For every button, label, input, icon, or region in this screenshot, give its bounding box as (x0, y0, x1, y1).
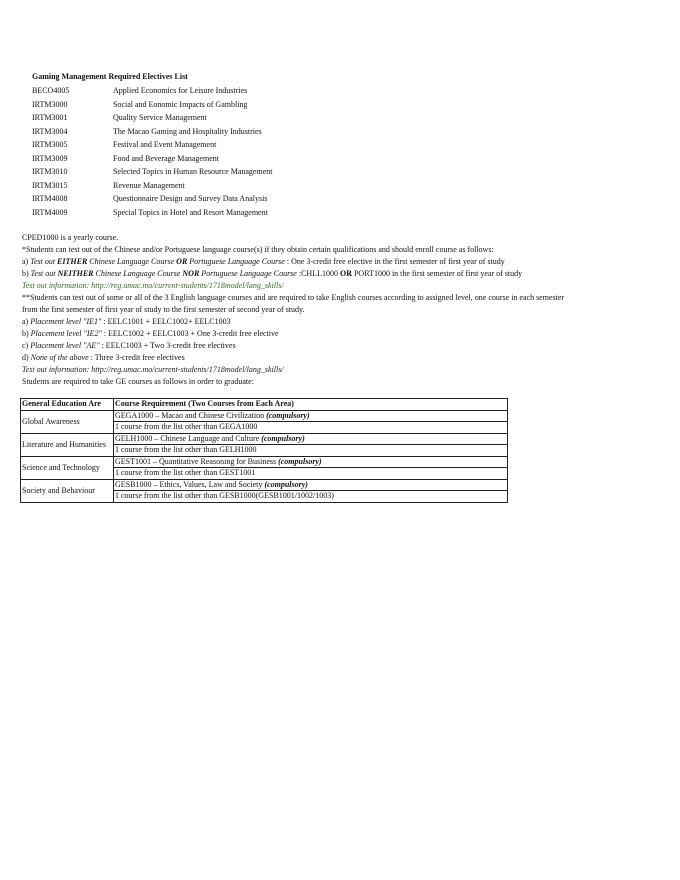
text: PORT1000 in the first semester of first year of study (351, 269, 523, 278)
table-header-row (21, 399, 508, 411)
course-name: Food and Beverage Management (113, 153, 219, 163)
course-text: GEST1001 – Quantitative Reasoning for Business (115, 456, 279, 466)
text: Test out (30, 257, 58, 266)
placement-courses: : EELC1002 + EELC1003 + One 3-credit free elective (101, 329, 279, 338)
placement-label: None of the above (30, 353, 89, 362)
course-code: IRTM3000 (32, 99, 68, 109)
elective-course-cell: 1 course from the list other than GEST1001 (114, 468, 508, 480)
emphasis: NEITHER (57, 269, 94, 278)
electives-title: Gaming Management Required Electives List (32, 72, 188, 81)
elective-course-cell: 1 course from the list other than GELH1000 (114, 445, 508, 457)
compulsory-course-cell (114, 410, 508, 422)
course-code: IRTM3009 (32, 153, 68, 163)
compulsory-tag: (compulsory) (278, 456, 322, 466)
text: Portuguese Language Course (187, 257, 285, 266)
area-cell: Society and Behaviour (21, 479, 114, 502)
table-row (21, 479, 508, 491)
placement-label: Placement level "IE2" (30, 329, 102, 338)
compulsory-course-cell (114, 456, 508, 468)
english-intro-line1: **Students can test out of some or all of the 3 English language courses and are required to take English courses according to assigned level, one course in each semester (22, 293, 565, 302)
elective-course-cell: 1 course from the list other than GESB1000(GESB1001/1002/1003) (114, 491, 508, 503)
placement-courses: : EELC1003 + Two 3-credit free electives (99, 341, 236, 350)
language-option-b (22, 268, 564, 280)
course-code: IRTM3005 (32, 140, 68, 149)
course-code: IRTM4008 (32, 194, 68, 203)
compulsory-course-cell (114, 479, 508, 491)
table-row (21, 410, 508, 422)
language-option-a (22, 256, 564, 268)
text: :CHLL1000 (296, 269, 340, 278)
prefix: d) (22, 353, 31, 362)
language-test-out-link[interactable]: Test out information: http://reg.umac.mo/current-students/1718model/lang_skills/ (22, 281, 284, 290)
area-cell: Science and Technology (21, 456, 114, 479)
header-area: General Education Are (21, 399, 114, 411)
course-name: The Macao Gaming and Hospitality Industries (113, 126, 262, 136)
course-code: IRTM3001 (32, 113, 68, 122)
course-code: BECO4005 (32, 86, 70, 95)
english-placement-option (22, 328, 564, 340)
prefix: a) (22, 257, 31, 266)
text: : One 3-credit free elective in the first semester of first year of study (284, 257, 505, 266)
compulsory-tag: (compulsory) (264, 479, 308, 489)
text: Test out (30, 269, 58, 278)
prefix: b) (22, 329, 31, 338)
emphasis: OR (176, 257, 188, 266)
course-code: IRTM3015 (32, 180, 68, 190)
table-row (21, 456, 508, 468)
course-name: Selected Topics in Human Resource Management (113, 167, 273, 176)
text: Chinese Language Course (87, 257, 177, 266)
emphasis: OR (339, 269, 352, 278)
emphasis: EITHER (57, 257, 88, 266)
english-intro-line2: from the first semester of first year of study to the first semester of second year of study. (22, 305, 305, 314)
placement-label: Placement level "IE1" (30, 317, 102, 326)
course-name: Social and Eonomic Impacts of Gambling (113, 99, 248, 109)
course-text: GESB1000 – Ethics, Values, Law and Society (115, 479, 265, 489)
placement-courses: : Three 3-credit free electives (88, 353, 185, 362)
area-cell: Literature and Humanities (21, 433, 114, 456)
header-requirement: Course Requirement (Two Courses from Each Area) (114, 399, 508, 411)
compulsory-course-cell (114, 433, 508, 445)
prefix: b) (22, 269, 31, 278)
english-placement-option (22, 352, 564, 364)
english-test-out-link[interactable]: Test out information: http://reg.umac.mo/current-students/1718model/lang_skills/ (22, 365, 284, 374)
course-name: Applied Economics for Leisure Industries (113, 86, 248, 95)
course-text: GEGA1000 – Macao and Chinese Civilization (115, 410, 267, 420)
prefix: c) (22, 341, 31, 350)
table-row (21, 433, 508, 445)
course-name: Festival and Event Management (113, 140, 217, 149)
compulsory-tag: (compulsory) (261, 433, 305, 443)
notes (22, 232, 564, 388)
course-code: IRTM3004 (32, 126, 68, 136)
course-text: GELH1000 – Chinese Language and Culture (115, 433, 262, 443)
course-code: IRTM3010 (32, 167, 68, 176)
area-cell: Global Awareness (21, 410, 114, 433)
ge-table (20, 398, 508, 503)
placement-courses: : EELC1001 + EELC1002+ EELC1003 (101, 317, 231, 326)
language-intro: *Students can test out of the Chinese and/or Portuguese language course(s) if they obtain certain qualifications and should enroll course as follows: (22, 245, 494, 254)
cped-note: CPED1000 is a yearly course. (22, 233, 119, 242)
english-placement-option (22, 340, 564, 352)
text: Portuguese Language Course (199, 269, 297, 278)
placement-label: Placement level "AE" (30, 341, 100, 350)
english-placement-option (22, 316, 564, 328)
course-name: Revenue Management (113, 180, 185, 190)
compulsory-tag: (compulsory) (266, 410, 310, 420)
course-name: Questionnaire Design and Survey Data Analysis (113, 194, 268, 203)
prefix: a) (22, 317, 31, 326)
ge-intro: Students are required to take GE courses as follows in order to graduate: (22, 377, 254, 386)
elective-course-cell: 1 course from the list other than GEGA1000 (114, 422, 508, 434)
text: Chinese Language Course (93, 269, 183, 278)
emphasis: NOR (182, 269, 200, 278)
course-code: IRTM4009 (32, 207, 68, 217)
course-name: Special Topics in Hotel and Resort Management (113, 207, 268, 217)
course-name: Quality Service Management (113, 113, 207, 122)
